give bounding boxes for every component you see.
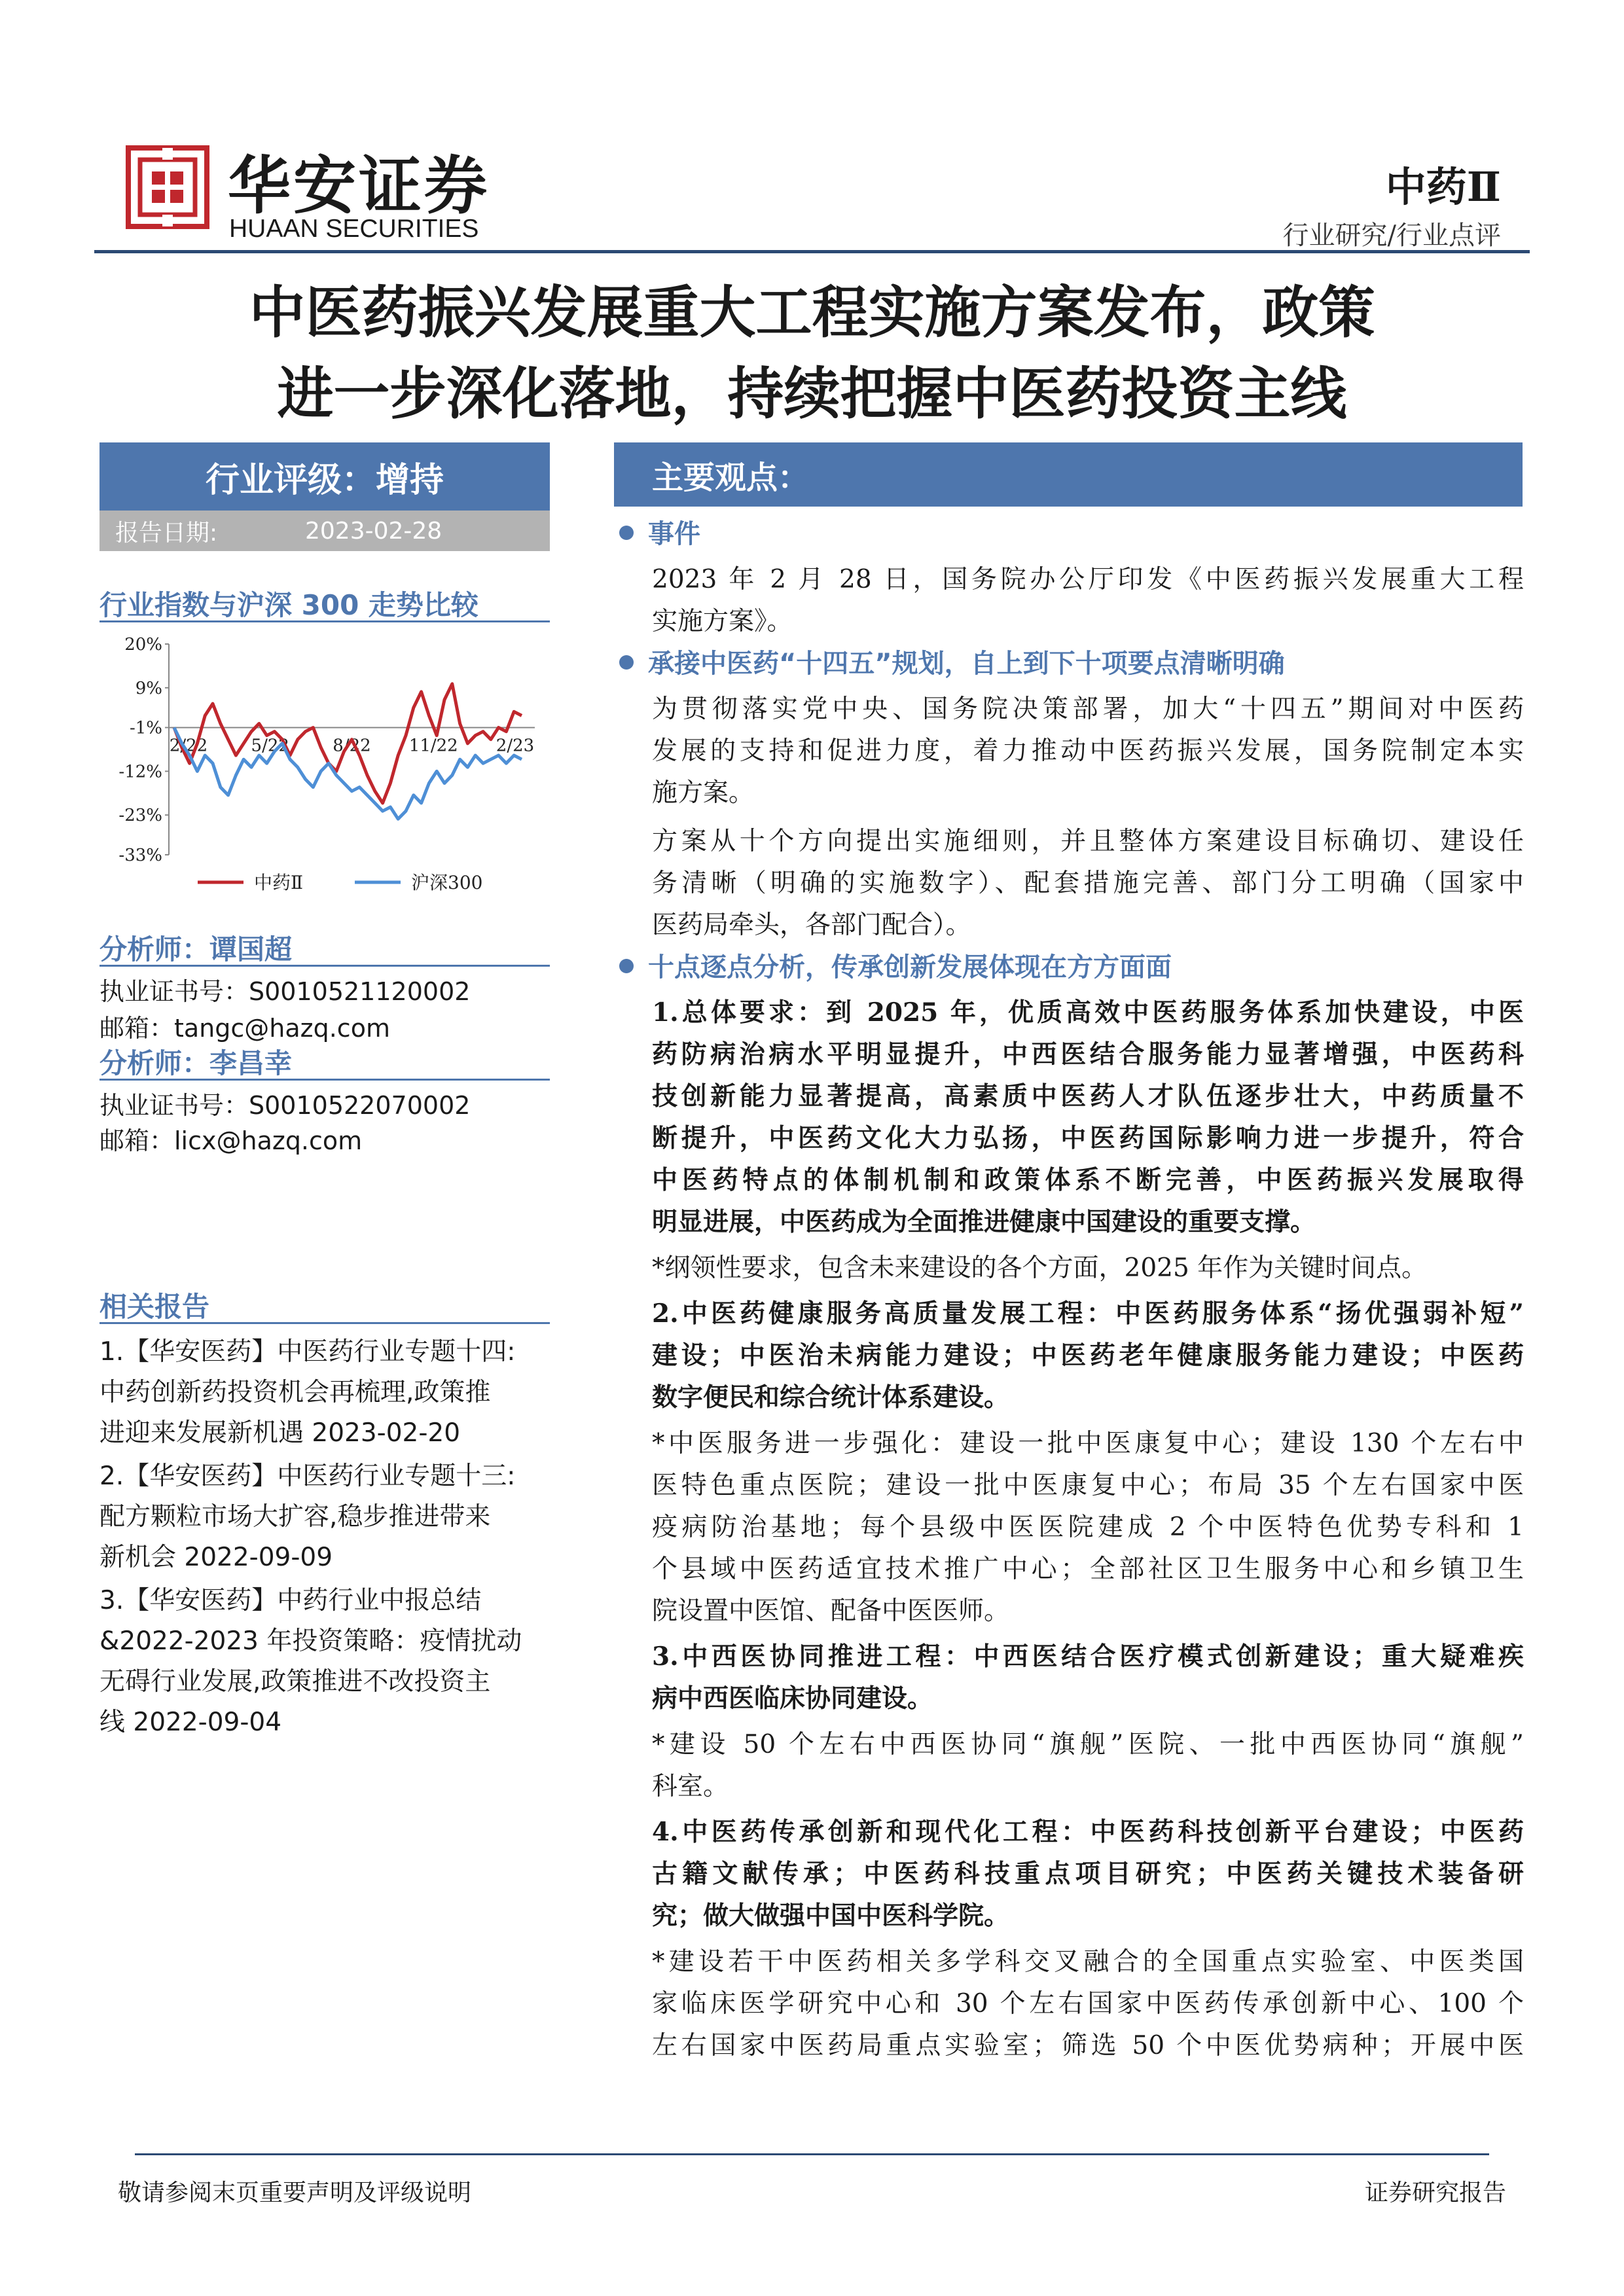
related-report-line: 中药创新药投资机会再梳理,政策推 bbox=[99, 1378, 491, 1407]
related-reports-rule bbox=[99, 1322, 550, 1324]
industry-rating: 行业评级：增持 bbox=[99, 442, 550, 511]
related-report-line: 3.【华安医药】中药行业中报总结 bbox=[99, 1586, 482, 1615]
y-tick-label: -33% bbox=[118, 846, 162, 865]
related-report-line: 2.【华安医药】中医药行业专题十三: bbox=[99, 1462, 516, 1491]
report-category: 行业研究/行业点评 bbox=[1282, 221, 1501, 251]
report-title-line2: 进一步深化落地，持续把握中医药投资主线 bbox=[277, 361, 1347, 427]
point1-text-line: 药防病治病水平明显提升，中西医结合服务能力显著增强，中医药科 bbox=[652, 1039, 1524, 1069]
y-tick-label: -23% bbox=[118, 806, 162, 826]
y-tick-label: -12% bbox=[118, 762, 162, 782]
plan-text-line: 施方案。 bbox=[652, 778, 755, 808]
related-report-line: 进迎来发展新机遇 2023-02-20 bbox=[99, 1418, 461, 1448]
logo-text-en: HUAAN SECURITIES bbox=[229, 215, 479, 243]
analyst1-cert: 执业证书号：S0010521120002 bbox=[99, 977, 471, 1006]
bullet-icon bbox=[619, 655, 634, 670]
point2-note-line: 医特色重点医院；建设一批中医康复中心；布局 35 个左右国家中医 bbox=[652, 1471, 1524, 1500]
plan-text-line: 发展的支持和促进力度，着力推动中医药振兴发展，国务院制定本实 bbox=[652, 736, 1524, 766]
point1-text-line: 断提升，中医药文化大力弘扬，中医药国际影响力进一步提升，符合 bbox=[652, 1123, 1524, 1153]
analyst2-rule bbox=[99, 1079, 550, 1081]
related-report-line: 配方颗粒市场大扩容,稳步推进带来 bbox=[99, 1502, 491, 1532]
point1-text-line: 明显进展，中医药成为全面推进健康中国建设的重要支撑。 bbox=[652, 1207, 1316, 1237]
index-comparison-chart bbox=[99, 627, 558, 902]
event-text-line: 实施方案》。 bbox=[652, 607, 793, 636]
related-report-line: 无碍行业发展,政策推进不改投资主 bbox=[99, 1667, 491, 1696]
related-report-line: 1.【华安医药】中医药行业专题十四: bbox=[99, 1337, 516, 1367]
legend-label: 中药Ⅱ bbox=[254, 872, 304, 893]
sector-title: 中药Ⅱ bbox=[1385, 163, 1501, 211]
section-heading-analysis: 十点逐点分析，传承创新发展体现在方方面面 bbox=[619, 946, 1172, 984]
related-report-line: 线 2022-09-04 bbox=[99, 1708, 282, 1737]
point2-note-line: 院设置中医馆、配备中医医师。 bbox=[652, 1596, 1010, 1626]
point1-text-line: 技创新能力显著提高，高素质中医药人才队伍逐步壮大，中药质量不 bbox=[652, 1081, 1524, 1111]
point4-text-line: 古籍文献传承；中医药科技重点项目研究；中医药关键技术装备研 bbox=[652, 1859, 1524, 1889]
point2-note-line: 个县域中医药适宜技术推广中心；全部社区卫生服务中心和乡镇卫生 bbox=[652, 1554, 1524, 1584]
analyst2-heading: 分析师：李昌幸 bbox=[99, 1047, 293, 1079]
point3-note-line: *建设 50 个左右中西医协同“旗舰”医院、一批中西医协同“旗舰” bbox=[652, 1730, 1524, 1759]
report-date bbox=[99, 511, 550, 551]
point4-text-line: 4.中医药传承创新和现代化工程：中医药科技创新平台建设；中医药 bbox=[652, 1817, 1524, 1847]
x-tick-label: 2/23 bbox=[496, 736, 535, 756]
section-heading-event: 事件 bbox=[619, 513, 700, 550]
logo-mark bbox=[126, 145, 209, 229]
point1-note-line: *纲领性要求，包含未来建设的各个方面，2025 年作为关键时间点。 bbox=[652, 1253, 1428, 1283]
footer-divider bbox=[135, 2153, 1489, 2155]
point4-note-line: 左右国家中医药局重点实验室；筛选 50 个中医优势病种；开展中医 bbox=[652, 2031, 1524, 2060]
x-tick-label: 2/22 bbox=[169, 736, 208, 756]
header-divider bbox=[94, 250, 1530, 253]
point4-note-line: 家临床医学研究中心和 30 个左右国家中医药传承创新中心、100 个 bbox=[652, 1989, 1524, 2018]
plan-text-line: 方案从十个方向提出实施细则，并且整体方案建设目标确切、建设任 bbox=[652, 827, 1524, 856]
point1-text-line: 中医药特点的体制机制和政策体系不断完善，中医药振兴发展取得 bbox=[652, 1165, 1524, 1195]
analyst2-cert: 执业证书号：S0010522070002 bbox=[99, 1091, 471, 1120]
point4-note-line: *建设若干中医药相关多学科交叉融合的全国重点实验室、中医类国 bbox=[652, 1947, 1524, 1977]
analyst1-heading: 分析师：谭国超 bbox=[99, 933, 293, 965]
y-tick-label: -1% bbox=[129, 718, 162, 738]
chart-heading-rule bbox=[99, 620, 550, 622]
section-heading-plan: 承接中医药“十四五”规划，自上到下十项要点清晰明确 bbox=[619, 643, 1285, 680]
point4-text-line: 究；做大做强中国中医科学院。 bbox=[652, 1901, 1010, 1931]
x-tick-label: 5/22 bbox=[251, 736, 289, 756]
y-tick-label: 9% bbox=[135, 678, 162, 698]
y-tick-label: 20% bbox=[124, 635, 162, 655]
point3-text-line: 3.中西医协同推进工程：中西医结合医疗模式创新建设；重大疑难疾 bbox=[652, 1641, 1524, 1672]
main-points-header: 主要观点： bbox=[614, 442, 1523, 507]
event-text-line: 2023 年 2 月 28 日，国务院办公厅印发《中医药振兴发展重大工程 bbox=[652, 565, 1524, 594]
related-reports-heading: 相关报告 bbox=[99, 1291, 210, 1323]
legend-label: 沪深300 bbox=[411, 872, 483, 893]
bullet-icon bbox=[619, 526, 634, 540]
footer-report-type: 证券研究报告 bbox=[1364, 2179, 1506, 2206]
x-tick-label: 8/22 bbox=[333, 736, 371, 756]
related-report-line: 新机会 2022-09-09 bbox=[99, 1543, 333, 1572]
plan-text-line: 务清晰（明确的实施数字）、配套措施完善、部门分工明确（国家中 bbox=[652, 869, 1524, 898]
point3-text-line: 病中西医临床协同建设。 bbox=[652, 1683, 933, 1713]
analyst1-email: 邮箱：tangc@hazq.com bbox=[99, 1014, 390, 1043]
report-date-label: 报告日期: bbox=[115, 519, 218, 547]
point2-text-line: 2.中医药健康服务高质量发展工程：中医药服务体系“扬优强弱补短” bbox=[652, 1299, 1524, 1329]
footer-disclaimer: 敬请参阅末页重要声明及评级说明 bbox=[118, 2179, 472, 2206]
point2-note-line: *中医服务进一步强化：建设一批中医康复中心；建设 130 个左右中 bbox=[652, 1429, 1524, 1458]
point3-note-line: 科室。 bbox=[652, 1772, 729, 1801]
bullet-icon bbox=[619, 959, 634, 973]
x-tick-label: 11/22 bbox=[408, 736, 458, 756]
plan-text-line: 医药局牵头，各部门配合）。 bbox=[652, 910, 971, 940]
plan-text-line: 为贯彻落实党中央、国务院决策部署，加大“十四五”期间对中医药 bbox=[652, 694, 1524, 724]
chart-heading: 行业指数与沪深 300 走势比较 bbox=[99, 589, 478, 621]
analyst1-rule bbox=[99, 965, 550, 967]
report-title-line1: 中医药振兴发展重大工程实施方案发布，政策 bbox=[249, 279, 1375, 346]
point2-text-line: 建设；中医治未病能力建设；中医药老年健康服务能力建设；中医药 bbox=[652, 1340, 1524, 1371]
analyst2-email: 邮箱：licx@hazq.com bbox=[99, 1126, 363, 1155]
point2-note-line: 疫病防治基地；每个县级中医医院建成 2 个中医特色优势专科和 1 bbox=[652, 1513, 1524, 1542]
report-date-value: 2023-02-28 bbox=[305, 517, 442, 545]
related-report-line: &2022-2023 年投资策略：疫情扰动 bbox=[99, 1626, 522, 1656]
point2-text-line: 数字便民和综合统计体系建设。 bbox=[652, 1382, 1010, 1412]
point1-text-line: 1.总体要求：到 2025 年，优质高效中医药服务体系加快建设，中医 bbox=[652, 997, 1524, 1028]
logo-text-cn: 华安证券 bbox=[228, 149, 490, 223]
